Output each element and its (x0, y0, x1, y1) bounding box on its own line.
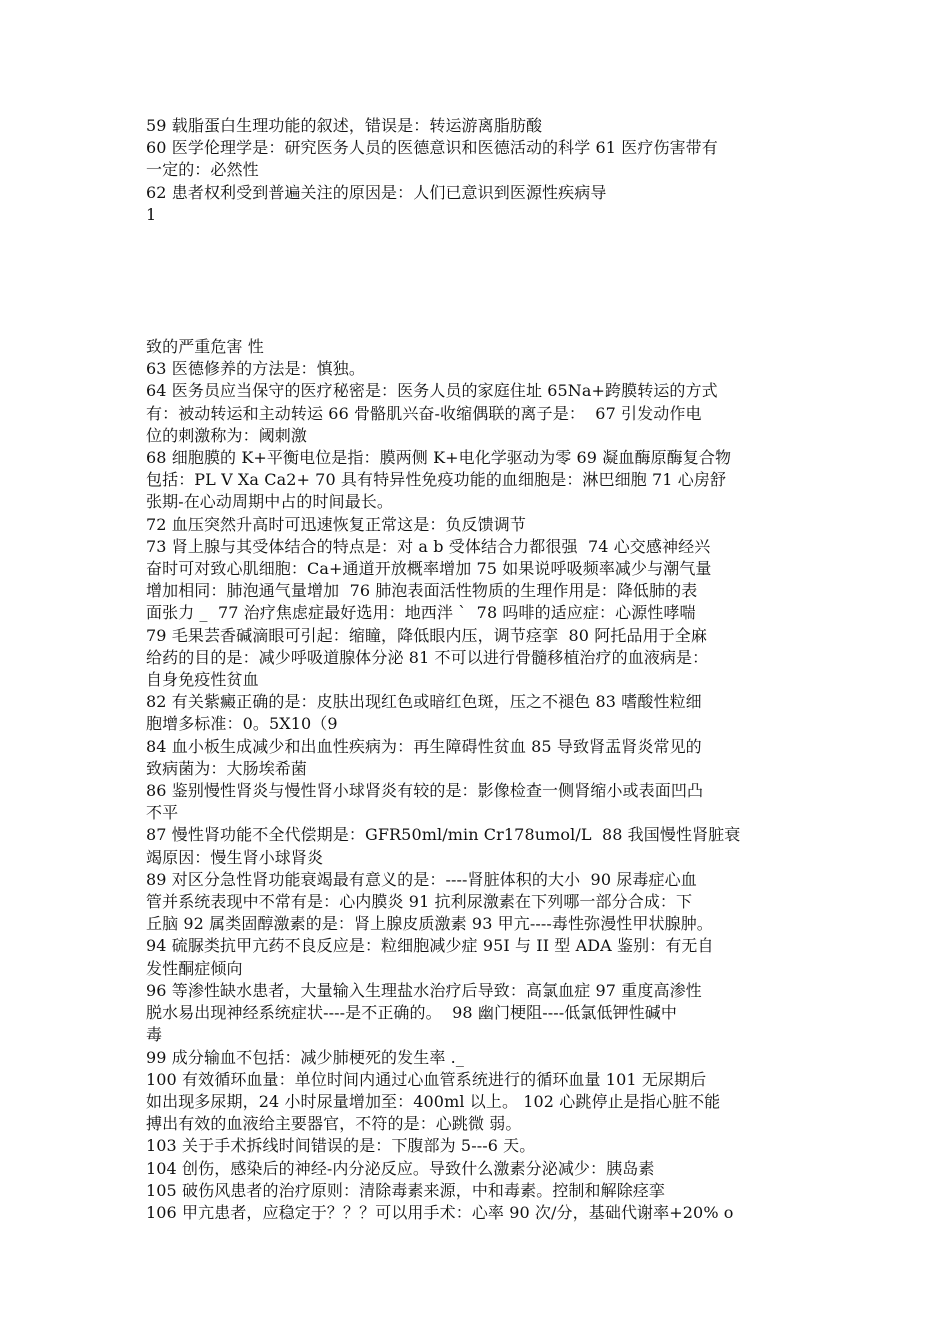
text-line: 致病菌为：大肠埃希菌 (146, 758, 308, 778)
text-line: 84 血小板生成减少和出血性疾病为：再生障碍性贫血 85 导致肾盂肾炎常见的 (146, 736, 702, 756)
text-line: 89 对区分急性肾功能衰竭最有意义的是：----肾脏体积的大小 90 尿毒症心血 (146, 869, 697, 889)
text-line: 103 关于手术拆线时间错误的是：下腹部为 5---6 天。 (146, 1136, 536, 1156)
text-line: 毒 (146, 1025, 163, 1045)
text-line: 发性酮症倾向 (146, 958, 243, 978)
text-line: 致的严重危害 性 (146, 337, 264, 356)
text-line: 位的刺激称为：阈刺激 (146, 425, 308, 445)
text-line: 104 创伤，感染后的神经-内分泌反应。导致什么激素分泌减少：胰岛素 (146, 1158, 655, 1178)
text-line: 72 血压突然升高时可迅速恢复正常这是：负反馈调节 (146, 514, 526, 534)
text-line: 竭原因：慢生肾小球肾炎 (146, 847, 324, 867)
text-line: 86 鉴别慢性肾炎与慢性肾小球肾炎有较的是：影像检查一侧肾缩小或表面凹凸 (146, 781, 704, 801)
text-line: 面张力 _ 77 治疗焦虑症最好选用：地西泮 ` 78 吗啡的适应症：心源性哮喘 (146, 603, 696, 623)
text-line: 自身免疫性贫血 (146, 670, 259, 690)
text-block-top (146, 115, 818, 226)
text-line: 99 成分输血不包括：减少肺梗死的发生率 ._ (146, 1047, 464, 1067)
text-line: 96 等渗性缺水患者，大量输入生理盐水治疗后导致：高氯血症 97 重度高渗性 (146, 980, 702, 1000)
text-line: 64 医务员应当保守的医疗秘密是：医务人员的家庭住址 65Na+跨膜转运的方式 (146, 381, 718, 401)
text-line: 87 慢性肾功能不全代偿期是：GFR50ml/min Cr178umol/L 88 我国慢性肾脏衰 (146, 825, 741, 845)
text-line: 106 甲亢患者，应稳定于？？？可以用手术：心率 90 次/分，基础代谢率+20% o (146, 1202, 734, 1222)
text-line: 搏出有效的血液给主要器官，不符的是：心跳微 弱。 (146, 1114, 522, 1134)
text-line: 59 载脂蛋白生理功能的叙述，错误是：转运游离脂肪酸 (146, 116, 543, 135)
text-line: 如出现多尿期，24 小时尿量增加至：400ml 以上。 102 心跳停止是指心脏不能 (146, 1091, 721, 1111)
text-line: 100 有效循环血量：单位时间内通过心血管系统进行的循环血量 101 无尿期后 (146, 1069, 707, 1089)
text-line: 不平 (146, 803, 179, 823)
text-line: 63 医德修养的方法是：慎独。 (146, 359, 365, 379)
text-line: 79 毛果芸香碱滴眼可引起：缩瞳，降低眼内压，调节痉挛 80 阿托品用于全麻 (146, 625, 707, 645)
text-line: 给药的目的是：减少呼吸道腺体分泌 81 不可以进行骨髓移植治疗的血液病是： (146, 647, 709, 667)
text-line: 胞增多标准：0。5X10（9 (146, 714, 338, 734)
page-number: 1 (146, 204, 157, 224)
text-line: 包括：PL V Xa Ca2+ 70 具有特异性免疫功能的血细胞是：淋巴细胞 71 心房舒 (146, 470, 727, 490)
text-line: 有：被动转运和主动转运 66 骨骼肌兴奋-收缩偶联的离子是： 67 引发动作电 (146, 403, 702, 423)
text-line: 68 细胞膜的 K+平衡电位是指：膜两侧 K+电化学驱动为零 69 凝血酶原酶复合物 (146, 448, 732, 468)
text-line: 张期-在心动周期中占的时间最长。 (146, 492, 394, 512)
text-line: 73 肾上腺与其受体结合的特点是：对 a b 受体结合力都很强 74 心交感神经兴 (146, 536, 711, 556)
text-line: 奋时可对致心肌细胞：Ca+通道开放概率增加 75 如果说呼吸频率减少与潮气量 (146, 559, 712, 579)
text-line: 82 有关紫癜正确的是：皮肤出现红色或暗红色斑，压之不褪色 83 嗜酸性粒细 (146, 692, 702, 712)
text-line: 一定的：必然性 (146, 160, 259, 180)
text-block-bottom (146, 336, 818, 1224)
text-line: 脱水易出现神经系统症状----是不正确的。 98 幽门梗阻----低氯低钾性碱中 (146, 1003, 677, 1023)
text-line: 丘脑 92 属类固醇激素的是：肾上腺皮质激素 93 甲亢----毒性弥漫性甲状腺肿。 (146, 914, 713, 934)
text-line: 94 硫脲类抗甲亢药不良反应是：粒细胞减少症 95I 与 II 型 ADA 鉴别：有无自 (146, 936, 714, 956)
text-line: 管并系统表现中不常有是：心内膜炎 91 抗利尿激素在下列哪一部分合成：下 (146, 892, 693, 912)
text-line: 105 破伤风患者的治疗原则：清除毒素来源，中和毒素。控制和解除痉挛 (146, 1180, 666, 1200)
text-line: 62 患者权利受到普遍关注的原因是：人们已意识到医源性疾病导 (146, 182, 607, 202)
text-line: 增加相同：肺泡通气量增加 76 肺泡表面活性物质的生理作用是：降低肺的表 (146, 581, 698, 601)
text-line: 60 医学伦理学是：研究医务人员的医德意识和医德活动的科学 61 医疗伤害带有 (146, 138, 718, 158)
